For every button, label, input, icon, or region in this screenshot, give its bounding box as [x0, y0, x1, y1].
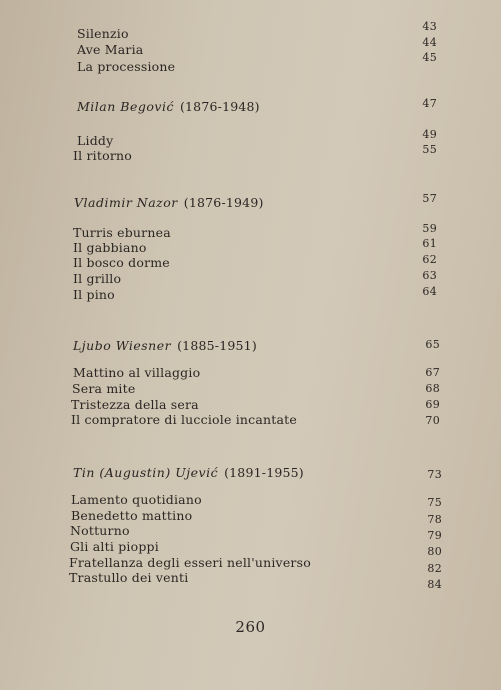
toc-entry-page: 43	[422, 20, 437, 33]
toc-entry-page: 78	[427, 513, 442, 526]
toc-entry-title: Benedetto mattino	[71, 508, 193, 523]
toc-entry-title: Fratellanza degli esseri nell'universo	[69, 555, 311, 570]
author-name: Milan Begović	[77, 99, 174, 114]
author-heading	[77, 100, 260, 114]
toc-entry-page: 79	[427, 529, 442, 542]
toc-entry-title: Trastullo dei venti	[69, 570, 189, 585]
toc-entry-title: Ave Maria	[77, 42, 144, 57]
toc-entry-page: 45	[422, 51, 437, 64]
author-heading	[74, 196, 264, 210]
toc-entry-title: Il pino	[73, 287, 115, 302]
author-page: 47	[422, 97, 437, 110]
toc-entry-page: 70	[425, 414, 440, 427]
toc-entry-title: Il compratore di lucciole incantate	[71, 412, 297, 427]
toc-entry-title: Turris eburnea	[73, 225, 171, 240]
toc-entry-page: 69	[425, 398, 440, 411]
toc-entry-title: Notturno	[70, 523, 130, 538]
author-heading	[73, 339, 257, 353]
toc-entry-page: 64	[422, 285, 437, 298]
author-heading	[73, 466, 304, 480]
toc-entry-page: 44	[422, 36, 437, 49]
toc-entry-page: 49	[422, 128, 437, 141]
toc-entry-page: 68	[425, 382, 440, 395]
toc-entry-page: 55	[422, 143, 437, 156]
toc-entry-title: Tristezza della sera	[71, 397, 199, 412]
toc-entry-page: 59	[422, 222, 437, 235]
author-page: 65	[425, 338, 440, 351]
toc-entry-title: Il ritorno	[73, 148, 132, 163]
author-page: 57	[422, 192, 437, 205]
toc-entry-title: Sera mite	[72, 381, 136, 396]
author-years: (1876-1949)	[183, 195, 264, 210]
toc-entry-page: 63	[422, 269, 437, 282]
toc-entry-title: Liddy	[77, 133, 114, 148]
toc-entry-title: Gli alti pioppi	[70, 539, 159, 554]
author-years: (1876-1948)	[179, 99, 260, 114]
toc-entry-page: 62	[422, 253, 437, 266]
toc-entry-title: Silenzio	[77, 26, 129, 41]
toc-entry-title: La processione	[77, 59, 176, 74]
author-page: 73	[427, 468, 442, 481]
author-years: (1885-1951)	[177, 338, 257, 353]
toc-entry-page: 75	[427, 496, 442, 509]
toc-entry-title: Mattino al villaggio	[73, 365, 201, 380]
author-name: Ljubo Wiesner	[73, 338, 172, 353]
toc-entry-title: Il grillo	[73, 271, 122, 286]
toc-entry-title: Lamento quotidiano	[71, 492, 202, 507]
author-name: Tin (Augustin) Ujević	[73, 465, 219, 480]
toc-entry-page: 67	[425, 366, 440, 379]
toc-entry-page: 82	[427, 562, 442, 575]
toc-entry-page: 84	[427, 578, 442, 591]
toc-entry-title: Il gabbiano	[73, 240, 147, 255]
author-years: (1891-1955)	[224, 465, 304, 480]
toc-entry-page: 80	[427, 545, 442, 558]
page-number: 260	[235, 618, 266, 636]
toc-entry-title: Il bosco dorme	[73, 255, 170, 270]
author-name: Vladimir Nazor	[74, 195, 178, 210]
toc-entry-page: 61	[422, 237, 437, 250]
